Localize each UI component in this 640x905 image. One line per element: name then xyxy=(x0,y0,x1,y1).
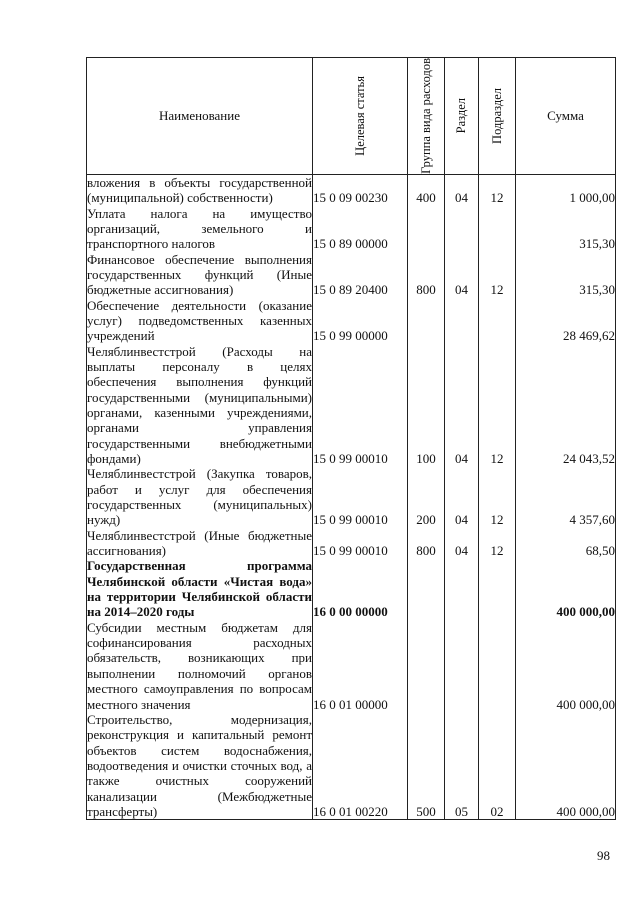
table-header-row xyxy=(87,58,616,175)
row-subsection xyxy=(479,206,516,252)
row-name: Челяблинвестстрой (Закупка товаров, работ и услуг для обеспечения государственных (муниципальных) нужд) xyxy=(87,466,312,528)
table-row xyxy=(87,298,616,344)
row-group: 500 xyxy=(408,712,445,820)
row-sum: 24 043,52 xyxy=(516,344,616,467)
table-row xyxy=(87,528,616,559)
row-group xyxy=(408,620,445,712)
table-row xyxy=(87,206,616,252)
table-row xyxy=(87,466,616,527)
row-sum: 68,50 xyxy=(516,528,616,559)
table-row xyxy=(87,174,616,205)
row-code: 15 0 99 00000 xyxy=(313,298,408,344)
row-section xyxy=(445,558,479,619)
row-subsection: 12 xyxy=(479,252,516,298)
row-section: 04 xyxy=(445,344,479,467)
row-section: 04 xyxy=(445,252,479,298)
row-sum: 315,30 xyxy=(516,252,616,298)
table-row xyxy=(87,252,616,298)
budget-table xyxy=(86,57,616,820)
row-section: 04 xyxy=(445,528,479,559)
row-group: 800 xyxy=(408,528,445,559)
row-sum: 400 000,00 xyxy=(516,712,616,820)
row-sum: 4 357,60 xyxy=(516,466,616,527)
row-code: 15 0 99 00010 xyxy=(313,344,408,467)
row-group xyxy=(408,298,445,344)
row-group: 400 xyxy=(408,174,445,205)
row-subsection: 12 xyxy=(479,528,516,559)
row-code: 15 0 89 20400 xyxy=(313,252,408,298)
row-section: 04 xyxy=(445,466,479,527)
row-sum: 1 000,00 xyxy=(516,174,616,205)
row-name: Уплата налога на имущество организаций, земельного и транспортного налогов xyxy=(87,205,312,252)
row-subsection: 12 xyxy=(479,466,516,527)
row-subsection: 12 xyxy=(479,344,516,467)
row-code: 16 0 01 00000 xyxy=(313,620,408,712)
row-name: вложения в объекты государственной (муниципальной) собственности) xyxy=(87,174,312,206)
header-section: Раздел xyxy=(445,58,479,175)
row-name: Строительство, модернизация, реконструкция и капитальный ремонт объектов систем водоснабжения, водоотведения и очистки сточных вод, а также очистных сооружений канализации (Межбюджетные трансферты) xyxy=(87,711,312,819)
row-code: 15 0 09 00230 xyxy=(313,174,408,205)
row-subsection xyxy=(479,298,516,344)
header-subsection: Подраздел xyxy=(479,58,516,175)
row-code: 15 0 99 00010 xyxy=(313,466,408,527)
header-sum: Сумма xyxy=(516,58,616,175)
page-number: 98 xyxy=(597,848,610,863)
row-group: 800 xyxy=(408,252,445,298)
row-group: 100 xyxy=(408,344,445,467)
row-name: Обеспечение деятельности (оказание услуг) подведомственных казенных учреждений xyxy=(87,297,312,344)
row-subsection: 12 xyxy=(479,174,516,205)
row-group: 200 xyxy=(408,466,445,527)
row-name: Финансовое обеспечение выполнения государственных функций (Иные бюджетные ассигнования) xyxy=(87,251,312,298)
row-group xyxy=(408,558,445,619)
row-section: 04 xyxy=(445,174,479,205)
row-section xyxy=(445,206,479,252)
row-code: 16 0 00 00000 xyxy=(313,558,408,619)
row-sum: 400 000,00 xyxy=(516,558,616,619)
table-row xyxy=(87,344,616,467)
row-section xyxy=(445,620,479,712)
table-row xyxy=(87,712,616,820)
row-sum: 400 000,00 xyxy=(516,620,616,712)
row-code: 15 0 89 00000 xyxy=(313,206,408,252)
row-name: Государственная программа Челябинской области «Чистая вода» на территории Челябинской области на 2014–2020 годы xyxy=(87,558,312,620)
header-target-article: Целевая статья xyxy=(313,58,408,175)
header-name: Наименование xyxy=(87,58,313,175)
row-section xyxy=(445,298,479,344)
row-code: 15 0 99 00010 xyxy=(313,528,408,559)
row-name: Челяблинвестстрой (Иные бюджетные ассигнования) xyxy=(87,527,312,559)
row-subsection: 02 xyxy=(479,712,516,820)
row-name: Челяблинвестстрой (Расходы на выплаты персоналу в целях обеспечения выполнения функций государственными (муниципальными) органами, казенными учреждениями, органами управления государственными внебюджетными фондами) xyxy=(87,343,312,466)
row-name: Субсидии местным бюджетам для софинансирования расходных обязательств, возникающих при выполнении полномочий органов местного самоуправления по вопросам местного значения xyxy=(87,619,312,712)
row-subsection xyxy=(479,558,516,619)
row-code: 16 0 01 00220 xyxy=(313,712,408,820)
row-group xyxy=(408,206,445,252)
table-row xyxy=(87,620,616,712)
row-section: 05 xyxy=(445,712,479,820)
table-row-program xyxy=(87,558,616,619)
row-sum: 315,30 xyxy=(516,206,616,252)
row-subsection xyxy=(479,620,516,712)
row-sum: 28 469,62 xyxy=(516,298,616,344)
header-expense-group: Группа вида расходов xyxy=(408,58,445,175)
